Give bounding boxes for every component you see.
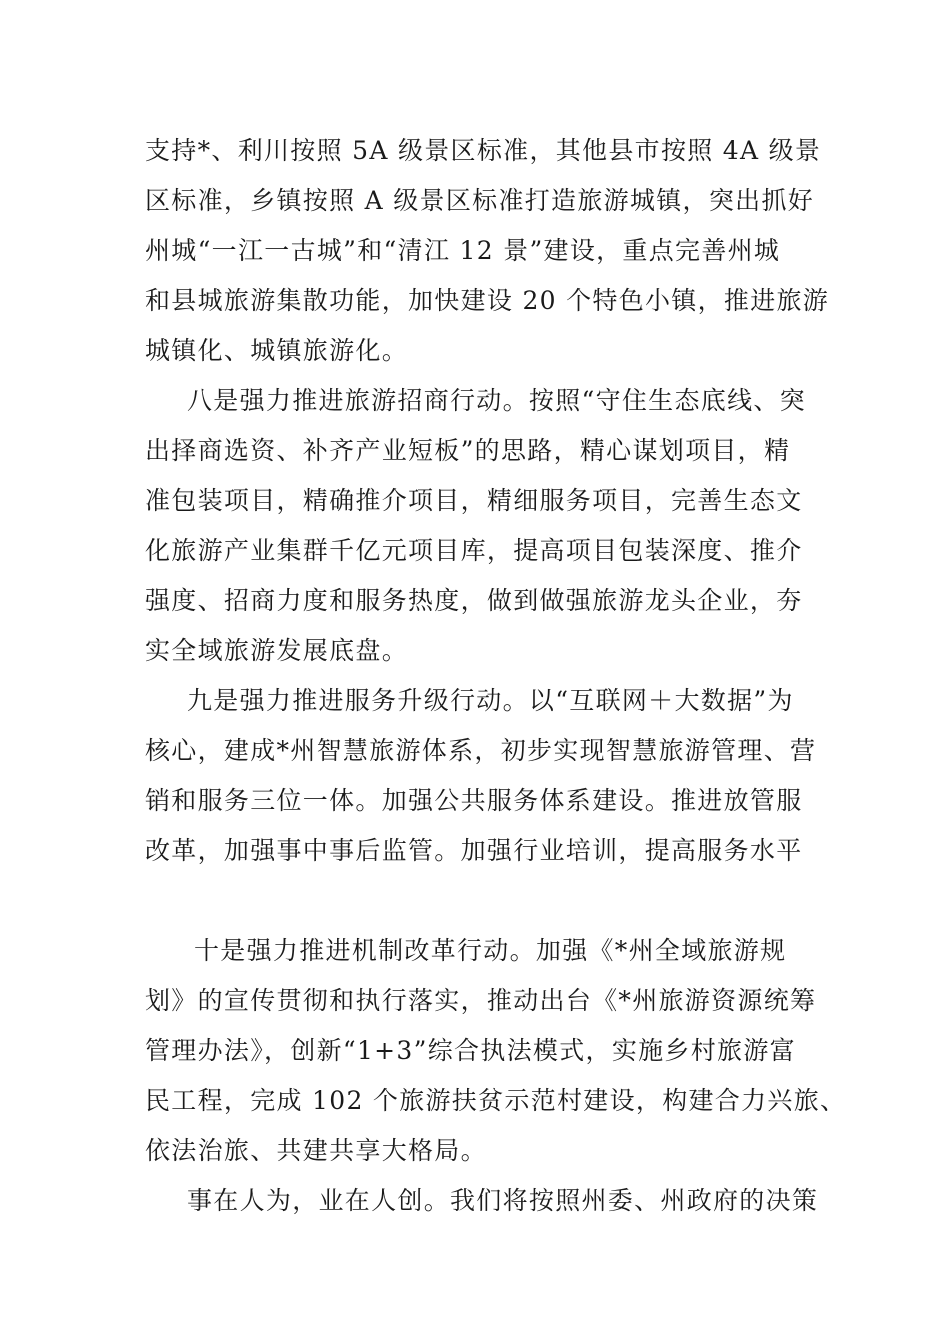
paragraph-4-line-1: 十是强力推进机制改革行动。加强《*州全域旅游规	[194, 936, 787, 965]
paragraph-5-line-1: 事在人为，业在人创。我们将按照州委、州政府的决策	[187, 1186, 819, 1215]
paragraph-3-line-2: 核心，建成*州智慧旅游体系，初步实现智慧旅游管理、营	[145, 736, 817, 765]
paragraph-2-line-4: 化旅游产业集群千亿元项目库，提高项目包装深度、推介	[145, 536, 803, 565]
paragraph-2-line-5: 强度、招商力度和服务热度，做到做强旅游龙头企业，夯	[145, 586, 803, 615]
paragraph-2-line-2: 出择商选资、补齐产业短板”的思路，精心谋划项目，精	[145, 436, 791, 465]
paragraph-4-line-2: 划》的宣传贯彻和执行落实，推动出台《*州旅游资源统筹	[145, 986, 817, 1015]
paragraph-4-line-3: 管理办法》，创新“1+3”综合执法模式，实施乡村旅游富	[145, 1036, 796, 1065]
paragraph-3-line-1: 九是强力推进服务升级行动。以“互联网＋大数据”为	[187, 686, 794, 715]
paragraph-2-line-3: 准包装项目，精确推介项目，精细服务项目，完善生态文	[145, 486, 803, 515]
paragraph-4-line-4: 民工程，完成 102 个旅游扶贫示范村建设，构建合力兴旅、	[145, 1086, 847, 1115]
paragraph-2-line-1: 八是强力推进旅游招商行动。按照“守住生态底线、突	[187, 386, 806, 415]
paragraph-1-line-5: 城镇化、城镇旅游化。	[145, 336, 409, 365]
paragraph-1-line-2: 区标准，乡镇按照 A 级景区标准打造旅游城镇，突出抓好	[145, 186, 815, 215]
paragraph-3-line-3: 销和服务三位一体。加强公共服务体系建设。推进放管服	[145, 786, 803, 815]
paragraph-2-line-6: 实全域旅游发展底盘。	[145, 636, 409, 665]
paragraph-4-line-5: 依法治旅、共建共享大格局。	[145, 1136, 487, 1165]
paragraph-1-line-1: 支持*、利川按照 5A 级景区标准，其他县市按照 4A 级景	[145, 136, 822, 165]
paragraph-1-line-3: 州城“一江一古城”和“清江 12 景”建设，重点完善州城	[145, 236, 781, 265]
paragraph-3-line-4: 改革，加强事中事后监管。加强行业培训，提高服务水平	[145, 836, 803, 865]
paragraph-1-line-4: 和县城旅游集散功能，加快建设 20 个特色小镇，推进旅游	[145, 286, 830, 315]
